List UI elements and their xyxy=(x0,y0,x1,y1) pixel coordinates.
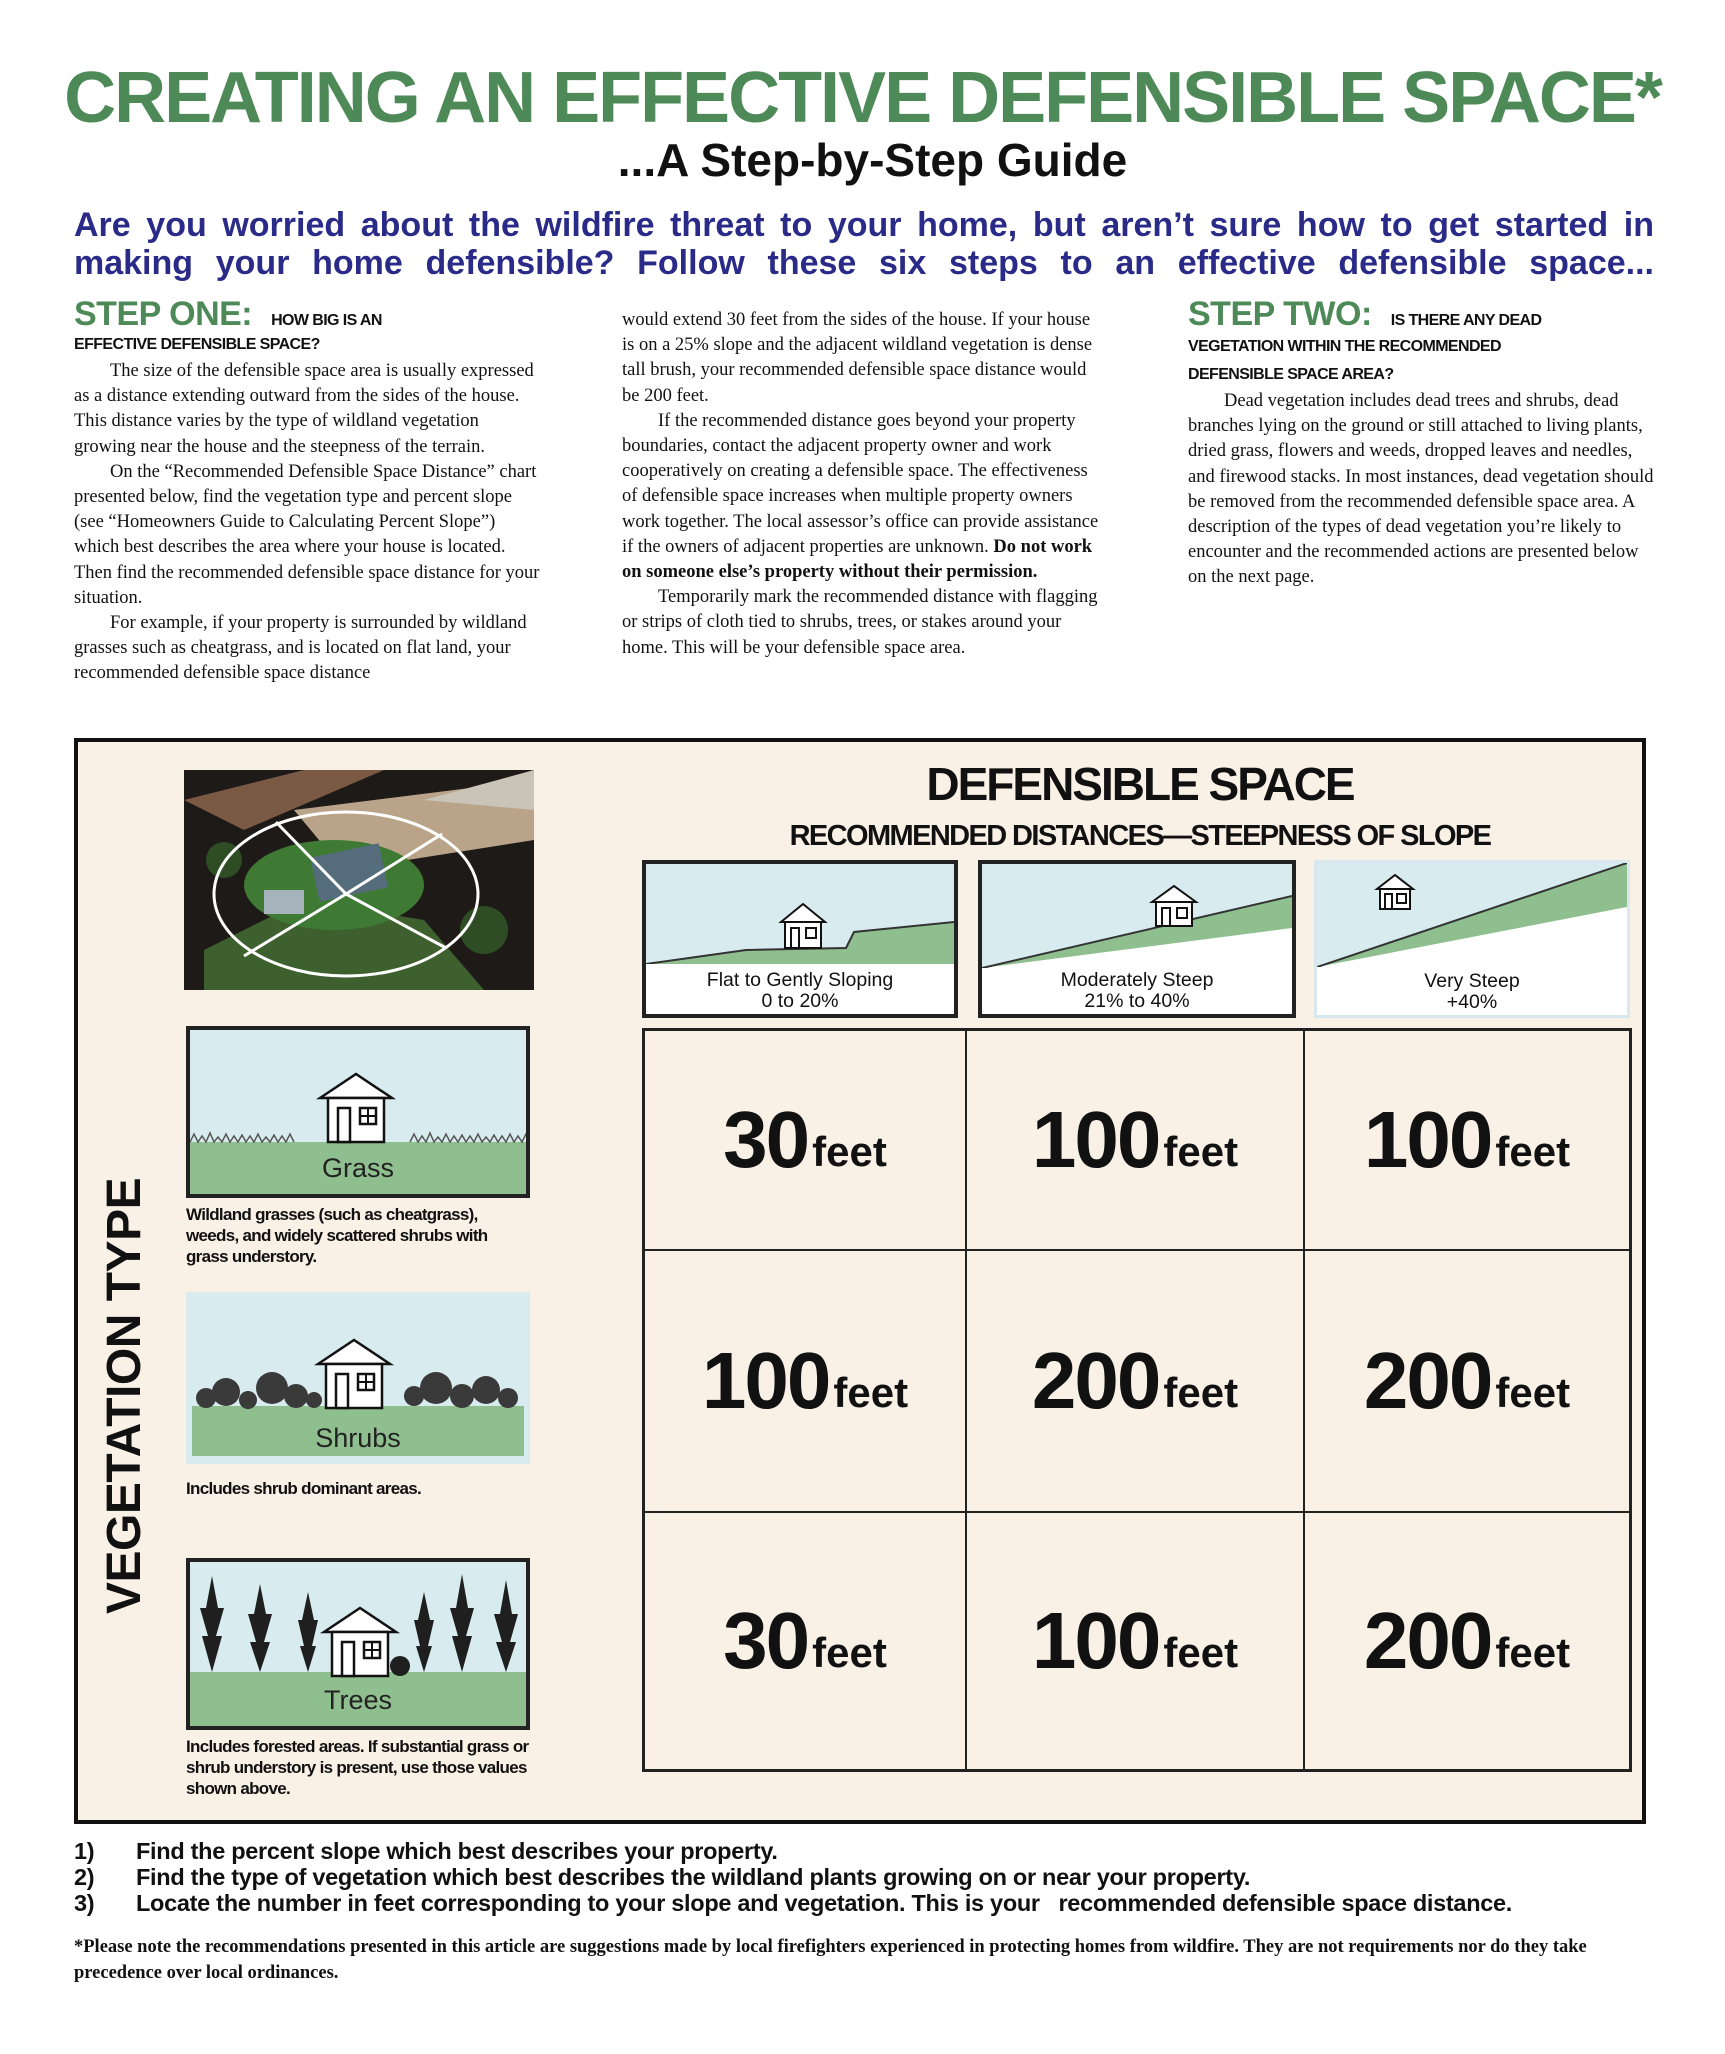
step-one-paragraph-1: The size of the defensible space area is usually expressed as a distance extending outward from the sides of the house. This distance varies by the type of wildland vegetation growing near the house and the steepness of the terrain. xyxy=(74,361,534,457)
grass-description: Wildland grasses (such as cheatgrass), weeds, and widely scattered shrubs with grass understory. xyxy=(186,1205,488,1266)
vegetation-type-label: VEGETATION TYPE xyxy=(98,1177,151,1614)
trees-label: Trees xyxy=(323,1685,392,1715)
cell-shrubs-flat: 100 feet xyxy=(644,1250,966,1512)
step-one-paragraph-4: If the recommended distance goes beyond your property boundaries, contact the adjacent property owner and work cooperatively on creating a defensible space. The effectiveness of defensible space increases when multiple property owners work together. The local assessor’s office can provide assistance if the owners of adjacent properties are unknown. Do not work on someone else’s property without their permission. xyxy=(622,410,1099,583)
vegetation-grass xyxy=(186,1026,530,1267)
page-title: CREATING AN EFFECTIVE DEFENSIBLE SPACE* xyxy=(64,58,1661,138)
cell-grass-moderate: 100 feet xyxy=(966,1030,1304,1250)
shrubs-illustration xyxy=(186,1292,530,1464)
cell-grass-flat: 30 feet xyxy=(644,1030,966,1250)
step-one-paragraph-3-cont: would extend 30 feet from the sides of the house. If your house is on a 25% slope and the adjacent wildland vegetation is dense tall brush, your recommended defensible space distance would be 200 feet. xyxy=(622,310,1093,406)
slope-moderate xyxy=(978,860,1296,1018)
aerial-house-photo xyxy=(184,770,534,990)
step-one-question-b: EFFECTIVE DEFENSIBLE SPACE? xyxy=(74,336,320,353)
footnote: *Please note the recommendations presented in this article are suggestions made by local firefighters experienced in protecting homes from wildfire. They are not requirements nor do they take precedence over local ordinances. xyxy=(74,1937,1587,1983)
step-two-question-b: VEGETATION WITHIN THE RECOMMENDED xyxy=(1188,338,1501,355)
distance-table xyxy=(642,1028,1632,1772)
vegetation-trees xyxy=(186,1558,530,1799)
grass-label: Grass xyxy=(321,1153,394,1183)
step-one-column-continued xyxy=(622,308,1100,661)
step-one-heading: STEP ONE: HOW BIG IS AN xyxy=(74,295,382,333)
step-two-paragraph-1: Dead vegetation includes dead trees and shrubs, dead branches lying on the ground or still attached to living plants, dried grass, flowers and weeds, dropped leaves and needles, and firewood stacks. In most instances, dead vegetation should be removed from the recommended defensible space area. A description of the types of dead vegetation you’re likely to encounter and the recommended actions are presented below on the next page. xyxy=(1188,391,1654,588)
chart-subtitle: RECOMMENDED DISTANCES—STEEPNESS OF SLOPE xyxy=(789,820,1491,852)
instruction-item: 2) Find the type of vegetation which best describes the wildland plants growing on or near your property. xyxy=(74,1864,1251,1890)
slope-flat-caption: Flat to Gently Sloping 0 to 20% xyxy=(706,969,894,1012)
cell-shrubs-steep: 200 feet xyxy=(1304,1250,1630,1512)
cell-trees-flat: 30 feet xyxy=(644,1512,966,1770)
shrubs-description: Includes shrub dominant areas. xyxy=(186,1479,422,1498)
cell-shrubs-moderate: 200 feet xyxy=(966,1250,1304,1512)
step-one-column xyxy=(74,296,544,687)
instruction-item: 1) Find the percent slope which best describes your property. xyxy=(74,1838,778,1864)
cell-grass-steep: 100 feet xyxy=(1304,1030,1630,1250)
step-one-paragraph-3: For example, if your property is surrounded by wildland grasses such as cheatgrass, and is located on flat land, your recommended defensible space distance xyxy=(74,613,527,684)
grass-illustration xyxy=(186,1026,530,1198)
shrubs-label: Shrubs xyxy=(315,1423,401,1453)
step-two-heading: STEP TWO: IS THERE ANY DEAD xyxy=(1188,295,1542,333)
slope-moderate-caption: Moderately Steep 21% to 40% xyxy=(1060,969,1214,1012)
cell-trees-moderate: 100 feet xyxy=(966,1512,1304,1770)
step-two-question-a: IS THERE ANY DEAD xyxy=(1390,312,1542,329)
step-two-column xyxy=(1188,296,1656,591)
slope-very-steep-caption: Very Steep +40% xyxy=(1424,970,1520,1013)
instructions-list xyxy=(74,1838,1654,1916)
trees-illustration xyxy=(186,1558,530,1730)
trees-description: Includes forested areas. If substantial grass or shrub understory is present, use those values shown above. xyxy=(186,1737,529,1798)
step-two-question-c: DEFENSIBLE SPACE AREA? xyxy=(1188,366,1394,383)
vegetation-shrubs xyxy=(186,1292,530,1499)
page-subtitle: ...A Step-by-Step Guide xyxy=(617,134,1128,186)
slope-flat xyxy=(642,860,958,1018)
chart-title: DEFENSIBLE SPACE xyxy=(926,758,1354,810)
intro-text: Are you worried about the wildfire threat to your home, but aren’t sure how to get started in making your home defensible? Follow these six steps to an effective defensible space... xyxy=(74,206,1654,282)
step-one-paragraph-5: Temporarily mark the recommended distance with flagging or strips of cloth tied to shrubs, trees, or stakes around your home. This will be your defensible space area. xyxy=(622,587,1098,658)
cell-trees-steep: 200 feet xyxy=(1304,1512,1630,1770)
permission-warning: Do not work on someone else’s property without their permission. xyxy=(622,536,1093,583)
step-one-paragraph-2: On the “Recommended Defensible Space Distance” chart presented below, find the vegetation type and percent slope (see “Homeowners Guide to Calculating Percent Slope”) which best describes the area where your house is located. Then find the recommended defensible space distance for your situation. xyxy=(74,461,540,608)
slope-very-steep xyxy=(1314,860,1630,1018)
step-one-question-a: HOW BIG IS AN xyxy=(271,312,382,329)
instruction-item: 3) Locate the number in feet corresponding to your slope and vegetation. This is your recommended defensible space distance. xyxy=(74,1890,1513,1916)
